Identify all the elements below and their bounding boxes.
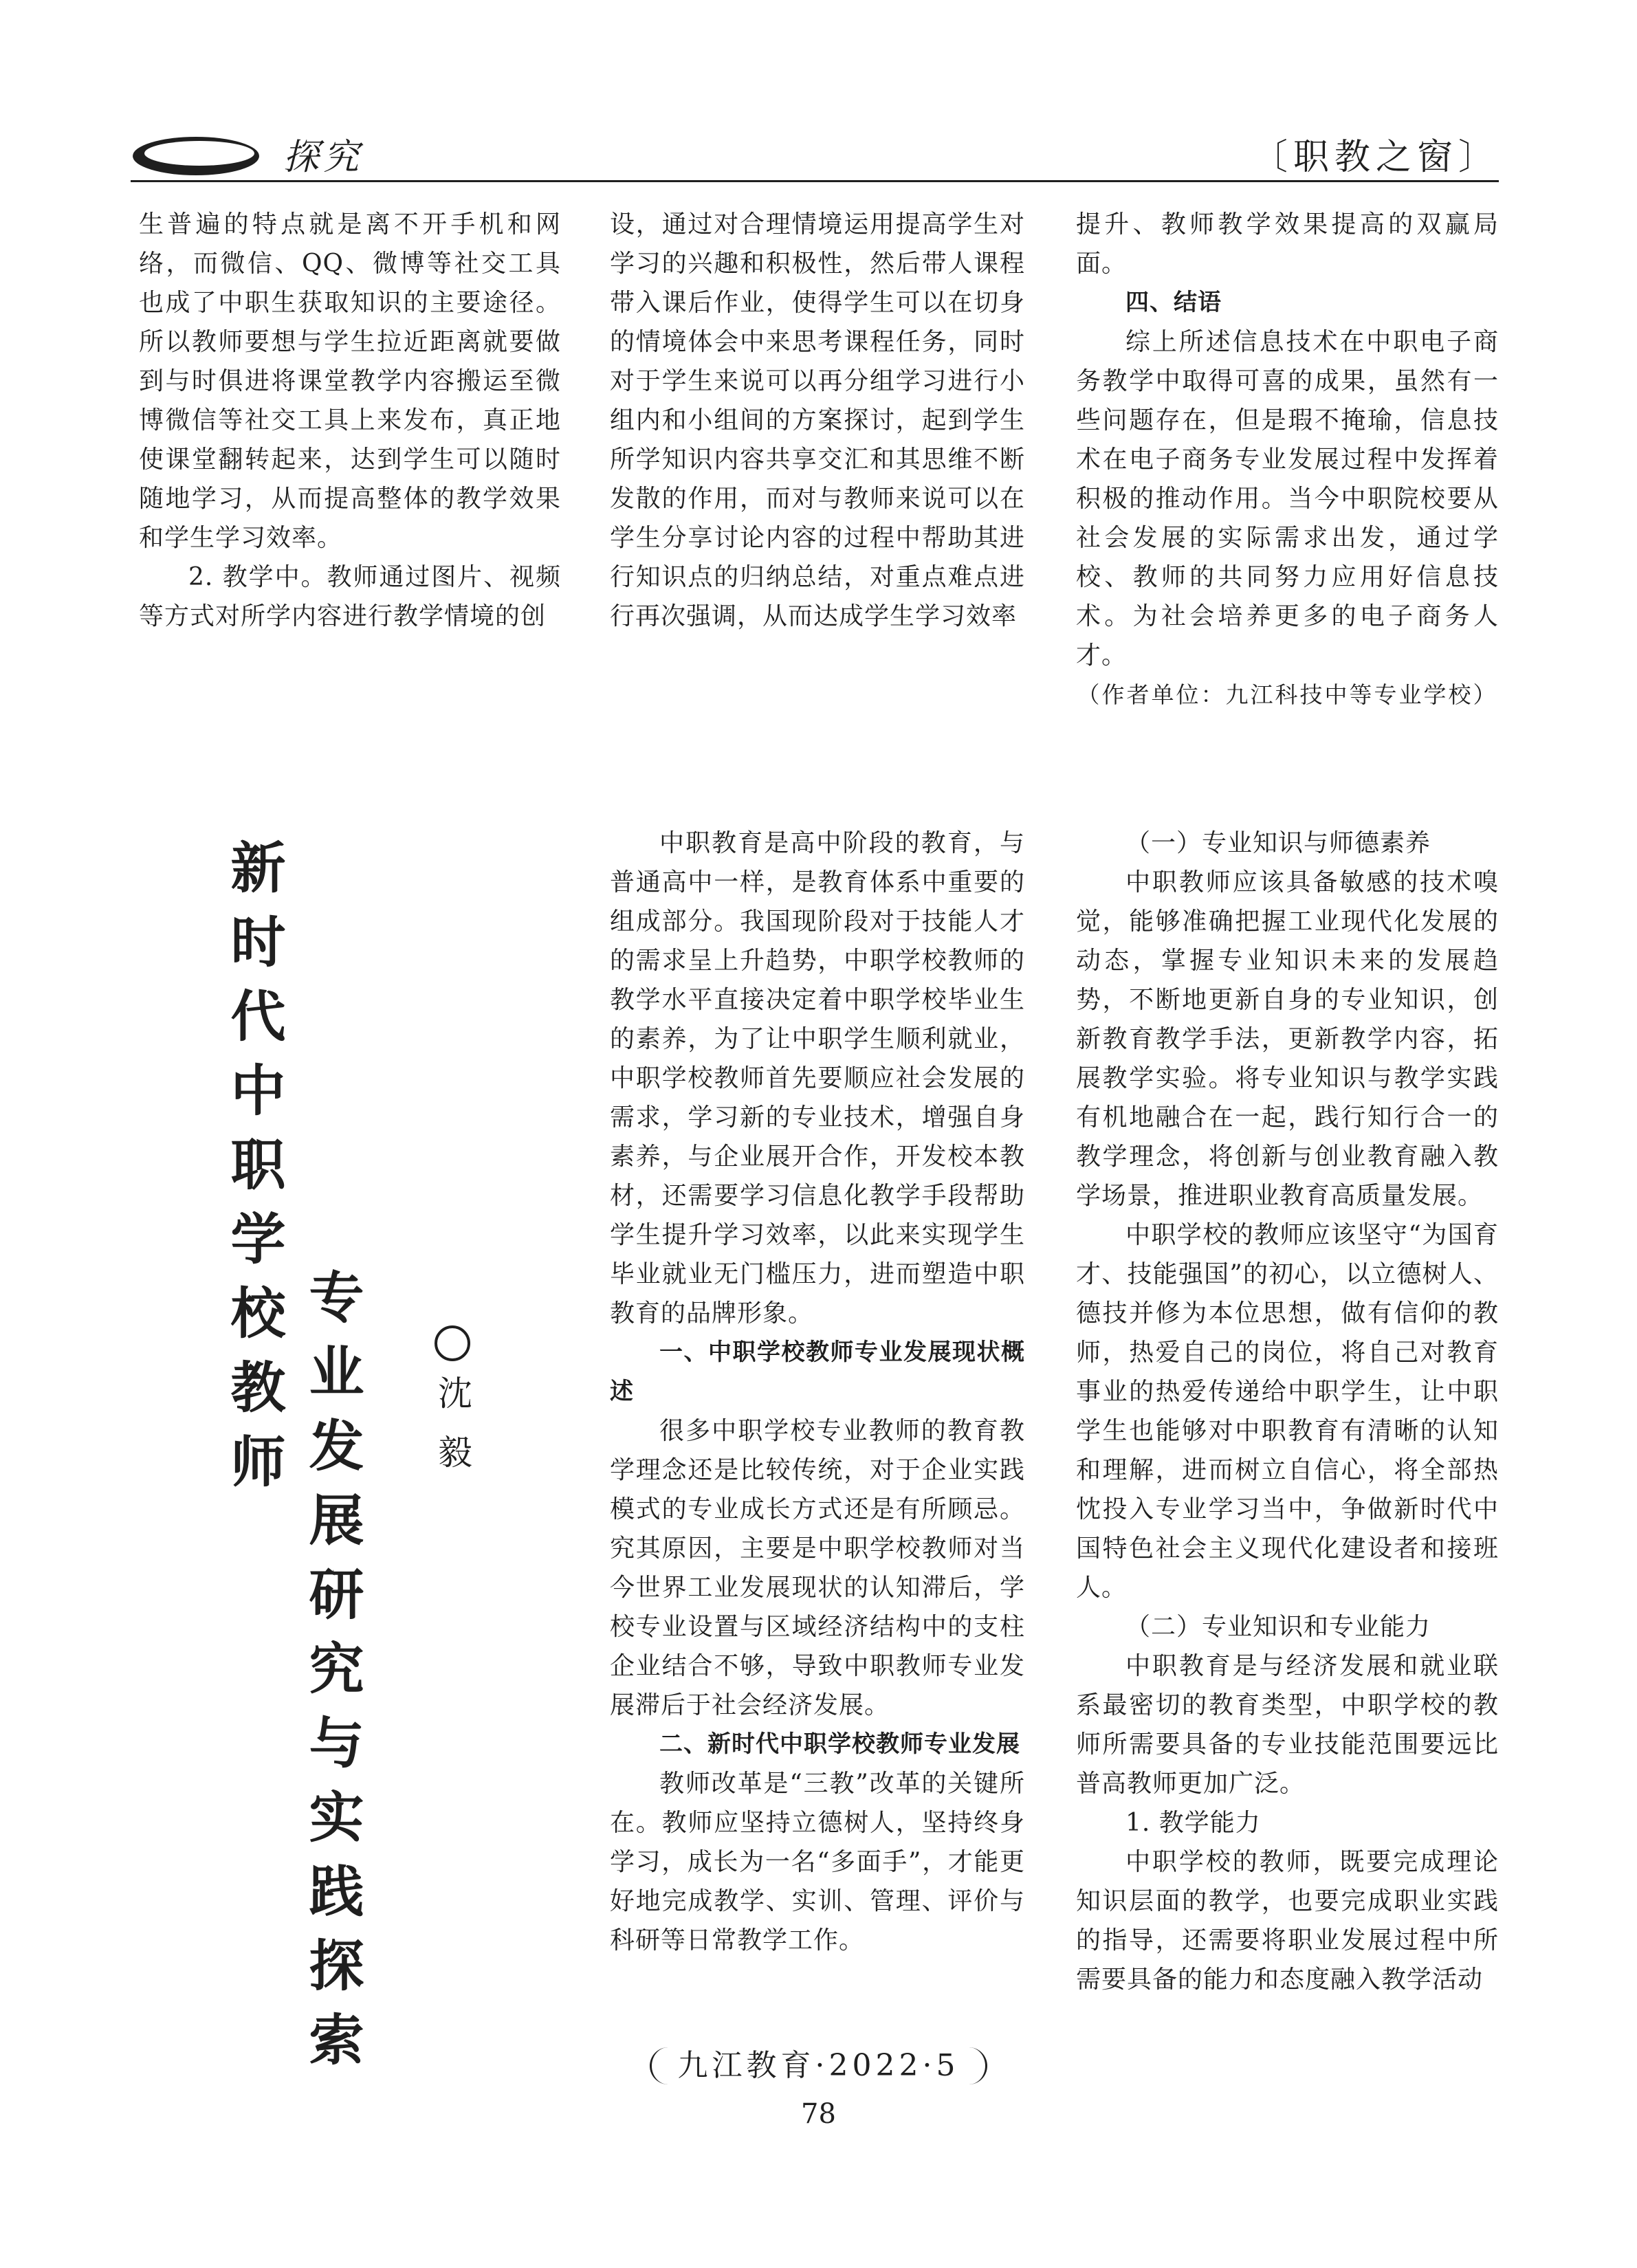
paragraph: 中职教育是高中阶段的教育，与普通高中一样，是教育体系中重要的组成部分。我国现阶段对于技能人才的需求呈上升趋势，中职学校教师的教学水平直接决定着中职学校毕业生的素养，为了让中职学生顺利就业，中职学校教师首先要顺应社会发展的需求，学习新的专业技术，增强自身素养，与企业展开合作，开发校本教材，还需要学习信息化教学手段帮助学生提升学习效率，以此来实现学生毕业就业无门槛压力，进而塑造中职教育的品牌形象。 xyxy=(610,829,1025,1328)
previous-article-column-3 xyxy=(1076,205,1499,714)
paragraph: 中职教师应该具备敏感的技术嗅觉，能够准确把握工业现代化发展的动态，掌握专业知识未来的发展趋势，不断地更新自身的专业知识，创新教育教学手法，更新教学内容，拓展教学实验。将专业知识与教学实践有机地融合在一起，践行知行合一的教学理念，将创新与创业教育融入教学场景，推进职业教育高质量发展。 xyxy=(1076,868,1499,1210)
author-affiliation: （作者单位：九江科技中等专业学校） xyxy=(1077,681,1498,708)
paragraph: 设，通过对合理情境运用提高学生对学习的兴趣和积极性，然后带人课程带入课后作业，使得学生可以在切身的情境体会中来思考课程任务，同时对于学生来说可以再分组学习进行小组内和小组间的方案探讨，起到学生所学知识内容共享交汇和其思维不断发散的作用，而对与教师来说可以在学生分享讨论内容的过程中帮助其进行知识点的归纳总结，对重点难点进行再次强调，从而达成学生学习效率 xyxy=(610,210,1025,630)
author-name: 沈毅 xyxy=(432,1375,472,1493)
previous-article-column-2 xyxy=(610,205,1025,636)
paragraph: 综上所述信息技术在中职电子商务教学中取得可喜的成果，虽然有一些问题存在，但是瑕不掩瑜，信息技术在电子商务专业发展过程中发挥着积极的推动作用。当今中职院校要从社会发展的实际需求出发，通过学校、教师的共同努力应用好信息技术。为社会培养更多的电子商务人才。 xyxy=(1076,328,1499,670)
header-divider xyxy=(131,180,1499,182)
section-heading: 二、新时代中职学校教师专业发展 xyxy=(659,1730,1020,1758)
paragraph: 生普遍的特点就是离不开手机和网络，而微信、QQ、微博等社交工具也成了中职生获取知识的主要途径。所以教师要想与学生拉近距离就要做到与时俱进将课堂教学内容搬运至微博微信等社交工具上来发布，真正地使课堂翻转起来，达到学生可以随时随地学习，从而提高整体的教学效果和学生学习效率。 xyxy=(139,210,561,552)
subsection-heading: （二）专业知识和专业能力 xyxy=(1125,1613,1431,1641)
paragraph: 中职学校的教师应该坚守“为国育才、技能强国”的初心，以立德树人、德技并修为本位思想，做有信仰的教师，热爱自己的岗位，将自己对教育事业的热爱传递给中职学生，让中职学生也能够对中职教育有清晰的认知和理解，进而树立自信心，将全部热忱投入专业学习当中，争做新时代中国特色社会主义现代化建设者和接班人。 xyxy=(1076,1221,1499,1602)
section-label: 探究 xyxy=(283,137,364,178)
journal-issue: 九江教育·2022·5 xyxy=(650,2047,988,2084)
journal-footer xyxy=(0,2047,1637,2084)
paragraph: 2. 教学中。教师通过图片、视频等方式对所学内容进行教学情境的创 xyxy=(139,563,561,630)
subsection-heading: 1. 教学能力 xyxy=(1125,1809,1261,1837)
column-name: 〔职教之窗〕 xyxy=(1251,137,1499,178)
section-heading: 一、中职学校教师专业发展现状概述 xyxy=(610,1339,1025,1405)
paragraph: 中职教育是与经济发展和就业联系最密切的教育类型，中职学校的教师所需要具备的专业技能范围要远比普高教师更加广泛。 xyxy=(1076,1652,1499,1798)
article-column-1 xyxy=(610,824,1025,1960)
previous-article-column-1 xyxy=(139,205,561,636)
author-circle-mark xyxy=(435,1325,470,1361)
section-heading: 四、结语 xyxy=(1125,289,1222,316)
paragraph: 提升、教师教学效果提高的双赢局面。 xyxy=(1076,210,1499,278)
article-subtitle: 专业发展研究与实践探索 xyxy=(300,1268,364,2085)
paragraph: 教师改革是“三教”改革的关键所在。教师应坚持立德树人，坚持终身学习，成长为一名“多面手”，才能更好地完成教学、实训、管理、评价与科研等日常教学工作。 xyxy=(610,1770,1025,1955)
article-title: 新时代中职学校教师 xyxy=(221,839,285,1507)
paragraph: 很多中职学校专业教师的教育教学理念还是比较传统，对于企业实践模式的专业成长方式还是有所顾忌。究其原因，主要是中职学校教师对当今世界工业发展现状的认知滞后，学校专业设置与区域经济结构中的支柱企业结合不够，导致中职教师专业发展滞后于社会经济发展。 xyxy=(610,1417,1025,1719)
paragraph: 中职学校的教师，既要完成理论知识层面的教学，也要完成职业实践的指导，还需要将职业发展过程中所需要具备的能力和态度融入教学活动 xyxy=(1076,1848,1499,1994)
subsection-heading: （一）专业知识与师德素养 xyxy=(1125,829,1431,857)
journal-logo-icon xyxy=(131,135,261,177)
article-column-2 xyxy=(1076,824,1499,1999)
page-number: 78 xyxy=(801,2098,836,2130)
